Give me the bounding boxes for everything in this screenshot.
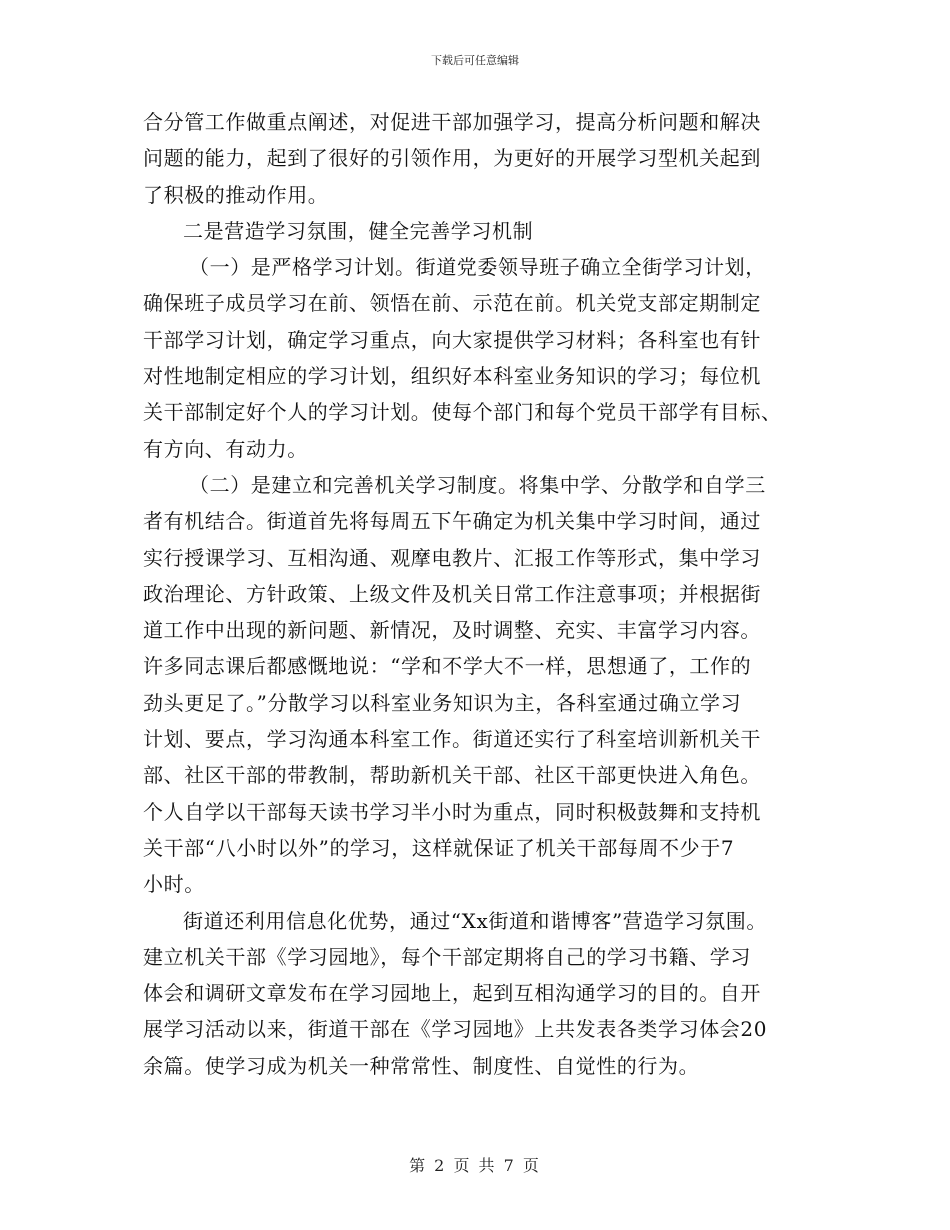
text-line: 体会和调研文章发布在学习园地上，起到互相沟通学习的目的。自开 — [143, 981, 761, 1006]
text-line: 展学习活动以来，街道干部在《学习园地》上共发表各类学习体会20 — [143, 1017, 768, 1042]
text-line: 部、社区干部的带教制，帮助新机关干部、社区干部更快进入角色。 — [143, 763, 761, 788]
text-line: 个人自学以干部每天读书学习半小时为重点，同时积极鼓舞和支持机 — [143, 799, 761, 824]
text-line: 建立机关干部《学习园地》，每个干部定期将自己的学习书籍、学习 — [143, 944, 751, 969]
text-line: 余篇。使学习成为机关一种常常性、制度性、自觉性的行为。 — [143, 1053, 700, 1078]
text-line: 了积极的推动作用。 — [143, 182, 329, 207]
text-line: 道工作中出现的新问题、新情况，及时调整、充实、丰富学习内容。 — [143, 618, 761, 643]
text-line: 小时。 — [143, 872, 205, 897]
text-line: 合分管工作做重点阐述，对促进干部加强学习，提高分析问题和解决 — [143, 110, 761, 134]
text-line: 实行授课学习、互相沟通、观摩电教片、汇报工作等形式，集中学习 — [143, 545, 761, 570]
page-number-footer: 第 2 页 共 7 页 — [409, 1156, 541, 1175]
text-line: 对性地制定相应的学习计划，组织好本科室业务知识的学习；每位机 — [143, 364, 761, 389]
text-line: 问题的能力，起到了很好的引领作用，为更好的开展学习型机关起到 — [143, 146, 761, 171]
text-line: 者有机结合。街道首先将每周五下午确定为机关集中学习时间，通过 — [143, 509, 761, 534]
text-line: 确保班子成员学习在前、领悟在前、示范在前。机关党支部定期制定 — [143, 291, 761, 316]
page-header: 下载后可任意编辑 — [431, 54, 519, 67]
text-line: 有方向、有动力。 — [143, 436, 308, 461]
text-line: 计划、要点，学习沟通本科室工作。街道还实行了科室培训新机关干 — [143, 727, 761, 752]
text-line: 许多同志课后都感慨地说：“学和不学大不一样，思想通了，工作的 — [143, 654, 752, 679]
text-line: 政治理论、方针政策、上级文件及机关日常工作注意事项；并根据街 — [143, 581, 761, 606]
paragraph-start: （一）是严格学习计划。街道党委领导班子确立全街学习计划， — [189, 255, 766, 280]
text-line: 劲头更足了。”分散学习以科室业务知识为主，各科室通过确立学习 — [143, 690, 742, 715]
text-line: 关干部制定好个人的学习计划。使每个部门和每个党员干部学有目标、 — [143, 400, 782, 425]
document-body — [143, 104, 813, 1084]
section-heading: 二是营造学习氛围，健全完善学习机制 — [183, 218, 534, 243]
paragraph-start: （二）是建立和完善机关学习制度。将集中学、分散学和自学三 — [189, 472, 766, 497]
text-line: 干部学习计划，确定学习重点，向大家提供学习材料；各科室也有针 — [143, 327, 761, 352]
paragraph-start: 街道还利用信息化优势，通过“Xx街道和谐博客”营造学习氛围。 — [183, 908, 767, 933]
text-line: 关干部“八小时以外”的学习，这样就保证了机关干部每周不少于7 — [143, 835, 735, 860]
